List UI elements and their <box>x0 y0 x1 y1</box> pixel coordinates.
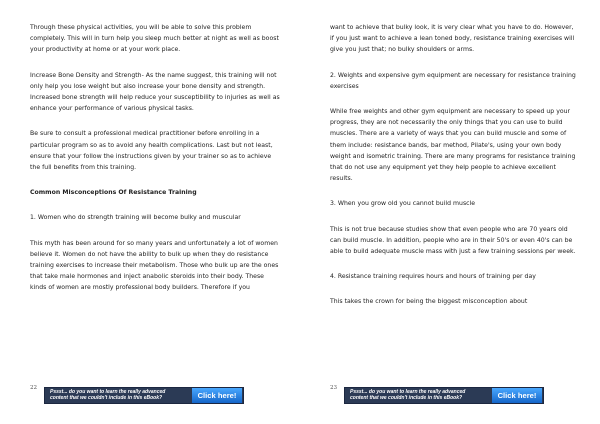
right-page <box>300 0 600 424</box>
promo-banner[interactable] <box>344 387 544 404</box>
paragraph: This takes the crown for being the biggest misconception about <box>330 298 528 306</box>
paragraph: While free weights and other gym equipment are necessary to speed up your progress, they are not necessarily the only things that you can use to build muscles. There are a variety of ways that you can build muscle and some of them include: resistance bands, bar method, Pilate's, using your own body weight and isometric training. There are many programs for resistance training that do not use any equipment yet they help people to achieve excellent results. <box>330 108 576 183</box>
paragraph: 3. When you grow old you cannot build muscle <box>330 200 476 208</box>
right-text-column <box>330 22 578 322</box>
page-number: 22 <box>30 385 38 391</box>
paragraph: Be sure to consult a professional medical practitioner before enrolling in a particular program so as to avoid any health complications. Last but not least, ensure that your follow the instructions given by your trainer so as to achieve the full benefits from this training. <box>30 130 273 172</box>
paragraph: Through these physical activities, you will be able to solve this problem completely. This will in turn help you sleep much better at night as well as boost your productivity at home or at your work place. <box>30 24 279 54</box>
left-text-column <box>30 22 280 308</box>
promo-banner-text: Pssst... do you want to learn the really advanced content that we couldn't include in this eBook? <box>50 388 166 401</box>
promo-banner-text: Pssst... do you want to learn the really advanced content that we couldn't include in this eBook? <box>350 388 466 401</box>
paragraph: Increase Bone Density and Strength- As the name suggest, this training will not only help you lose weight but also increase your bone density and strength. Increased bone strength will help reduce your susceptibility to injuries as well as enhance your performance of various physical tasks. <box>30 71 280 113</box>
section-heading: Common Misconceptions Of Resistance Training <box>30 189 197 197</box>
paragraph: want to achieve that bulky look, it is very clear what you have to do. However, if you just want to achieve a lean toned body, resistance training exercises will give you just that; no bulky shoulders or arms. <box>330 24 575 54</box>
click-here-button[interactable]: Click here! <box>492 388 542 403</box>
page-number: 23 <box>330 385 338 391</box>
paragraph: 1. Women who do strength training will become bulky and muscular <box>30 214 241 222</box>
paragraph: This is not true because studies show that even people who are 70 years old can build muscle. In addition, people who are in their 50's or even 40's can be able to build adequate muscle mass with just a few training sessions per week. <box>330 225 576 256</box>
paragraph: 4. Resistance training requires hours and hours of training per day <box>330 273 536 281</box>
paragraph: This myth has been around for so many years and unfortunately a lot of women believe it. Women do not have the ability to bulk up when they do resistance training exercises to increase their metabolism. Those who bulk up are the ones that take male hormones and inject anabolic steroids into their body. These kinds of women are mostly professional body builders. Therefore if you <box>30 239 279 292</box>
promo-banner[interactable] <box>44 387 244 404</box>
paragraph: 2. Weights and expensive gym equipment are necessary for resistance training exercises <box>330 71 576 90</box>
click-here-button[interactable]: Click here! <box>192 388 242 403</box>
